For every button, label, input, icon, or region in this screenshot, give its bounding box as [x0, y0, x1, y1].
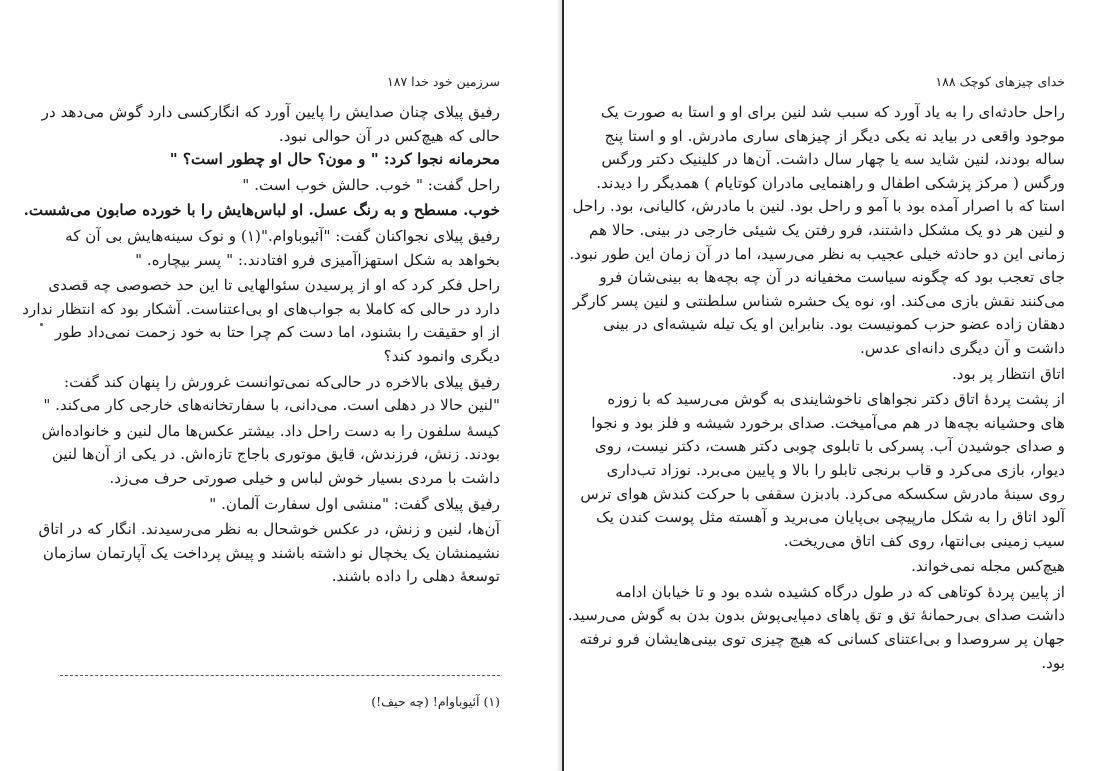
text-line: از پشت پردهٔ اتاق دکتر نجواهای ناخوشایندی به گوش می‌رسید که با زوزه: [607, 390, 1065, 409]
text-line: آن‌ها، لنین و زنش، در عکس خوشحال به نظر می‌رسیدند. انگار که در اتاق: [38, 520, 500, 539]
text-line: بود.: [1041, 653, 1065, 672]
text-line: حالی که هیچ‌کس در آن حوالی نبود.: [278, 126, 500, 145]
margin-dot: [40, 323, 43, 326]
footnote: (۱) آئیو‌باوام! (چه حیف!): [371, 694, 500, 709]
text-line: استا که با اصرار آمده بود با آمو و راحل بود. لنین با مادرش، کالیانی، بود. راحل: [572, 197, 1065, 216]
text-line: بودند. زنش، فرزندش، قایق موتوری باجاج تازه‌اش. در یکی از آن‌ها لنین: [51, 445, 500, 464]
text-line: "لنین حالا در دهلی است. می‌دانی، با سفارتخانه‌های خارجی کار می‌کند. ": [43, 396, 500, 415]
text-line: و لنین هر دو یک مشکل داشتند، فرو رفتن یک شیئی خارجی در بینی. حالا هم: [589, 220, 1065, 239]
text-line: اتاق انتظار پر بود.: [951, 364, 1065, 383]
text-line: می‌کنند نقش بازی می‌کند. او، نوه یک حشره شناس سلطنتی و لنین پسر کارگر: [572, 291, 1065, 310]
text-line: دیوار، بازی می‌کرد و قاب برنجی تابلو را بالا و پایین می‌برد. نوزاد تب‌داری: [606, 460, 1065, 479]
text-line: رفیق پیلای چنان صدایش را پایین آورد که انگارکسی دارد گوش می‌دهد در: [41, 103, 500, 121]
text-line: جهان پر سروصدا و بی‌اعتنای کسانی که هیچ چیزی توی بینی‌هایشان فرو نرفته: [579, 630, 1065, 649]
text-line: دیگری وانمود کند؟: [383, 346, 500, 365]
text-line: راحل حادثه‌ای را به یاد آورد که سبب شد لنین برای او و استا به صورت یک: [600, 103, 1065, 121]
text-line: داشت با مردی بسیار خوش لباس و خیلی صورتی حرف می‌زد.: [109, 468, 500, 487]
text-line: ساله بودند، لنین شاید سه یا چهار سال داشت. آن‌ها در کلینیک دکتر ورگس: [601, 150, 1065, 169]
text-line: رفیق پیلای گفت: "منشی اول سفارت آلمان. ": [209, 494, 500, 513]
text-line: داشت صدای بی‌رحمانهٔ تق و تق پاهای دمپایی‌پوش بدون بدن به گوش می‌رسید.: [567, 606, 1065, 625]
text-line: نشیمنشان یک یخچال نو داشته باشند و پیش پرداخت یک آپارتمان سازمان: [42, 543, 500, 562]
right-page: [565, 0, 1115, 771]
footnote-divider: [60, 675, 500, 676]
text-line: راحل گفت: " خوب. حالش خوب است. ": [242, 175, 500, 194]
text-line: محرمانه نجوا کرد: " و مون؟ حال او چطور است؟ ": [169, 150, 500, 169]
book-spine: [562, 0, 564, 771]
text-line: های وحشیانه بچه‌ها در هم می‌آمیخت. صدای برخورد شیشه و فلز بود و نجوا: [591, 413, 1065, 432]
text-line: داشت و آن دیگری دانه‌ای عدس.: [860, 338, 1065, 357]
right-page-header: خدای چیزهای کوچک ۱۸۸: [935, 74, 1065, 89]
text-line: جای تعجب بود که چگونه سیاست مخفیانه در آن چه بچه‌ها به بینی‌شان فرو: [599, 268, 1065, 287]
text-line: آلود اتاق را به شکل مارپیچی بی‌پایان می‌برید و آهسته مثل پوست کندن یک: [596, 508, 1065, 527]
right-page-body: [567, 101, 1065, 675]
left-page-body: [22, 101, 500, 589]
text-line: راحل فکر کرد که او از پرسیدن سئوالهایی تا این حد خصوصی چه قصدی: [48, 276, 500, 295]
text-line: زمانی این دو حادثه خیلی عجیب به نظر می‌رسید، اما در آن زمان این طور نبود.: [569, 244, 1065, 263]
text-line: از پایین پردهٔ کوتاهی که در طول درگاه کشیده شده بود و تا خیابان ادامه: [615, 582, 1065, 601]
text-line: سیب زمینی بی‌انتها، روی کف اتاق می‌ریخت.: [783, 531, 1065, 550]
text-line: ورگس ( مرکز پزشکی اطفال و راهنمایی مادران کوتایام ) همدیگر را دیدند.: [596, 173, 1065, 192]
text-line: هیچ‌کس مجله نمی‌خواند.: [911, 557, 1065, 576]
text-line: و صدای جوشیدن آب. پسرکی با تابلوی چوبی دکتر هست، دکتر نیست، روی: [594, 437, 1065, 456]
text-line: روی سینهٔ مادرش سکسکه می‌کرد. بادبزن سقفی با حرکت کندش هوای ترس: [580, 484, 1065, 503]
text-line: رفیق پیلای نجواکنان گفت: "آئیو‌باوام."(۱) و نوک سینه‌هایش بی آن که: [65, 226, 500, 245]
left-page-header: سرزمین خود خدا ۱۸۷: [387, 74, 500, 89]
text-line: رفیق پیلای بالاخره در حالی‌که نمی‌توانست غرورش را پنهان کند گفت:: [64, 372, 500, 391]
text-line: کیسهٔ سلفون را به دست راحل داد. بیشتر عکس‌ها مال لنین و خانواده‌اش: [41, 421, 500, 440]
text-line: توسعهٔ دهلی را داده باشند.: [331, 567, 500, 586]
text-line: دارد در حالی که کاملا به جواب‌های او بی‌اعتنا‌ست. آشکار بود که انتظار ندارد: [22, 299, 500, 318]
text-line: دهقان زاده عضو حزب کمونیست بود. بنابراین او یک تیله شیشه‌ای در بینی: [602, 315, 1065, 334]
text-line: موجود واقعی در بیاید نه یکی دیگر از چیزهای ساری مادرش. او و استا پنج: [604, 126, 1065, 145]
text-line: بخواهد به شکل استهزاآمیزی فرو افتادند.: " پسر بیچاره. ": [135, 250, 500, 269]
text-line: از او حقیقت را بشنود، اما دست کم چرا حتا به خود زحمت نمی‌داد طور: [54, 323, 500, 342]
text-line: خوب. مسطح و به رنگ عسل. او لباس‌هایش را با خورده صابون می‌شست.: [23, 201, 500, 220]
